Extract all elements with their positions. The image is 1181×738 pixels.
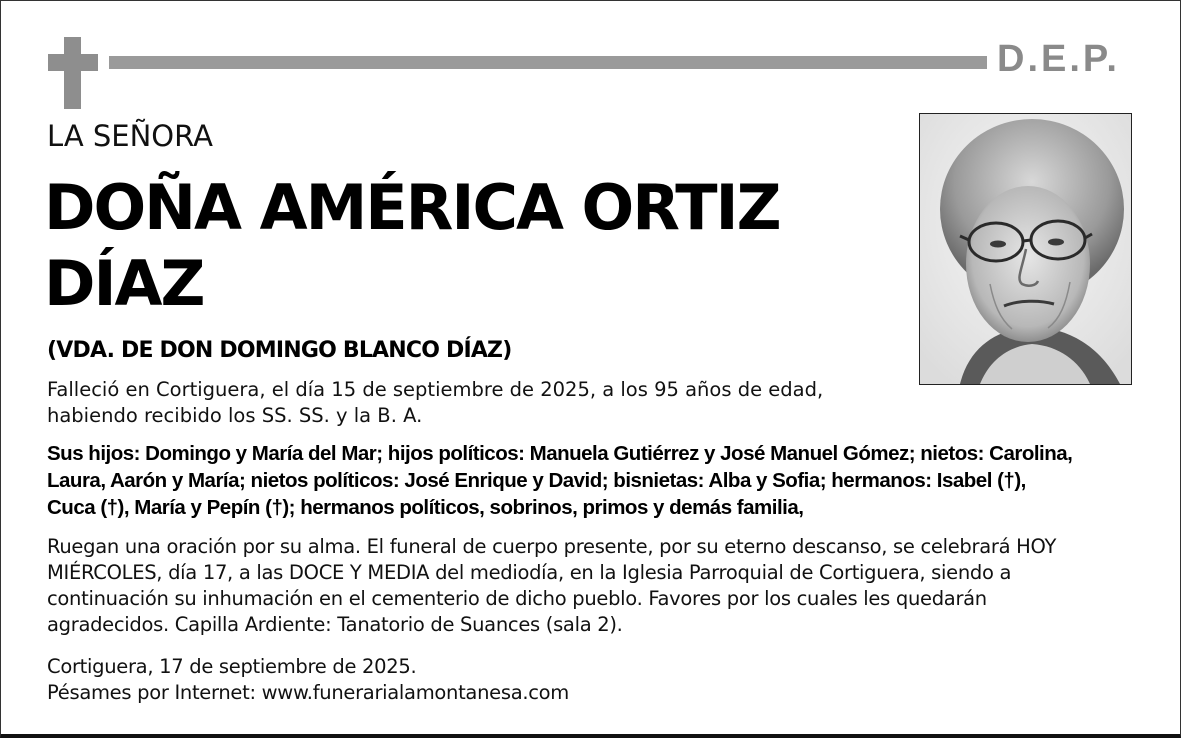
funeral-line-2: MIÉRCOLES, día 17, a las DOCE Y MEDIA del mediodía, en la Iglesia Parroquial de Cortiguera, siendo a [47, 561, 1012, 584]
funeral-line-4: agradecidos. Capilla Ardiente: Tanatorio de Suances (sala 2). [47, 613, 623, 636]
closing-block [47, 654, 947, 706]
passing-line-2: habiendo recibido los SS. SS. y la B. A. [47, 404, 423, 427]
dep-heading: D.E.P. [997, 38, 1120, 80]
deceased-name [44, 170, 904, 322]
header-rule [109, 56, 987, 69]
passing-line-1: Falleció en Cortiguera, el día 15 de septiembre de 2025, a los 95 años de edad, [47, 378, 824, 401]
cross-icon-vertical [64, 37, 81, 109]
deceased-name-line2: DÍAZ [44, 247, 204, 320]
portrait-illustration [920, 114, 1131, 384]
family-line-3: Cuca (†), María y Pepín (†); hermanos políticos, sobrinos, primos y demás familia, [47, 496, 804, 519]
deceased-name-line1: DOÑA AMÉRICA ORTIZ [44, 171, 780, 244]
honorific-label: LA SEÑORA [47, 119, 213, 153]
funeral-line-1: Ruegan una oración por su alma. El funeral de cuerpo presente, por su eterno descanso, se celebrará HOY [47, 535, 1057, 558]
family-paragraph [47, 440, 1147, 521]
funeral-paragraph [47, 534, 1147, 638]
condolences-line: Pésames por Internet: www.funerarialamontanesa.com [47, 681, 569, 704]
place-date: Cortiguera, 17 de septiembre de 2025. [47, 655, 417, 678]
family-line-1: Sus hijos: Domingo y María del Mar; hijos políticos: Manuela Gutiérrez y José Manuel Gómez; nietos: Carolina, [47, 442, 1073, 465]
widow-of-line: (VDA. DE DON DOMINGO BLANCO DÍAZ) [47, 338, 512, 363]
funeral-line-3: continuación su inhumación en el cementerio de dicho pueblo. Favores por los cuales les quedarán [47, 587, 987, 610]
family-line-2: Laura, Aarón y María; nietos políticos: José Enrique y David; bisnietas: Alba y Sofia; hermanos: Isabel (†), [47, 469, 1026, 492]
portrait-photo [919, 113, 1132, 385]
cross-icon-horizontal [48, 54, 98, 71]
passing-paragraph [47, 377, 907, 429]
